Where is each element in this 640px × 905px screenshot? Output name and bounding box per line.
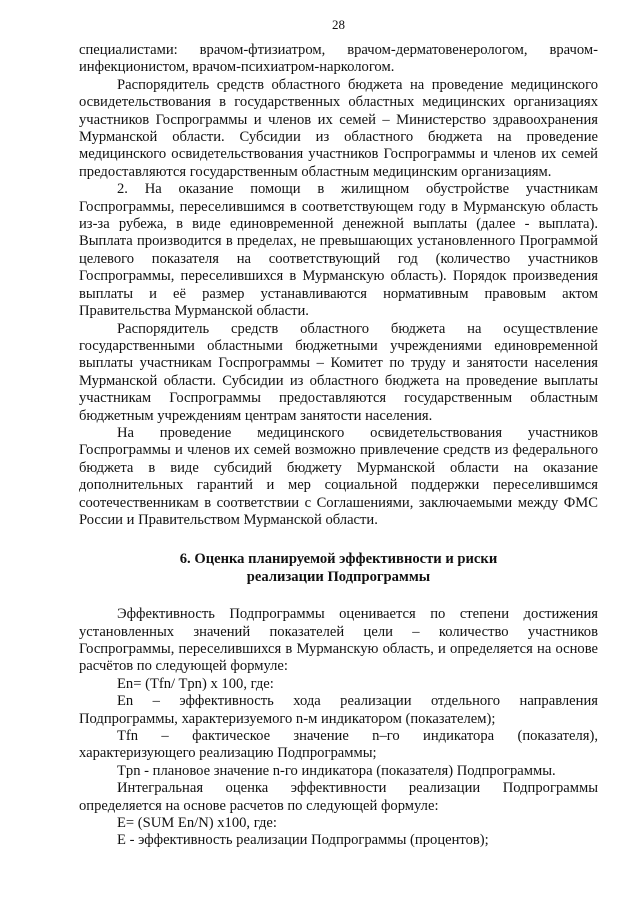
section-heading-line: 6. Оценка планируемой эффективности и риски (179, 551, 498, 568)
section-heading-line: реализации Подпрограммы (246, 568, 431, 585)
section-heading (79, 551, 598, 586)
paragraph: специалистами: врачом-фтизиатром, врачом-дерматовенерологом, врачом-инфекционистом, врачом-психиатром-наркологом. (79, 42, 598, 76)
paragraph: E - эффективность реализации Подпрограммы (процентов); (117, 832, 489, 849)
formula-line: E= (SUM En/N) х100, где: (117, 815, 277, 832)
body-before-heading (79, 42, 598, 529)
paragraph: 2. На оказание помощи в жилищном обустройстве участникам Госпрограммы, переселившимся в соответствующем году в Мурманскую область из-за рубежа, в виде единовременной денежной выплаты (далее - выплата). Выплата производится в пределах, не превышающих установленного Программой целевого показателя на соответствующий год (количество участников Госпрограммы, переселившихся в Мурманскую область). Порядок произведения выплаты и её размер устанавливаются нормативным правовым актом Правительства Мурманской области. (79, 181, 598, 320)
paragraph: Распорядитель средств областного бюджета на осуществление государственными областными бюджетными учреждениями единовременной выплаты участникам Госпрограммы – Комитет по труду и занятости населения Мурманской области. Субсидии из областного бюджета на проведение выплаты участникам Госпрограммы предоставляются государственным областным бюджетным учреждениям центрам занятости населения. (79, 320, 598, 424)
body-after-heading (79, 606, 598, 850)
paragraph: En – эффективность хода реализации отдельного направления Подпрограммы, характеризуемого n-м индикатором (показателем); (79, 693, 598, 727)
paragraph: Tpn - плановое значение n-го индикатора (показателя) Подпрограммы. (117, 762, 556, 779)
paragraph: Распорядитель средств областного бюджета на проведение медицинского освидетельствования в государственных областных медицинских организациях участников Госпрограммы и членов их семей – Министерство здравоохранения Мурманской области. Субсидии из областного бюджета на проведение медицинского освидетельствования участников Госпрограммы и членов их семей предоставляются государственным областным медицинским организациям. (79, 76, 598, 180)
paragraph: Интегральная оценка эффективности реализации Подпрограммы определяется на основе расчетов по следующей формуле: (79, 780, 598, 814)
paragraph: На проведение медицинского освидетельствования участников Госпрограммы и членов их семей возможно привлечение средств из федерального бюджета в виде субсидий бюджету Мурманской области на оказание дополнительных гарантий и мер социальной поддержки переселившимся соотечественникам в соответствии с Соглашениями, заключаемыми между ФМС России и Правительством Мурманской области. (79, 424, 598, 528)
paragraph: Tfn – фактическое значение n–го индикатора (показателя), характеризующего реализацию Подпрограммы; (79, 728, 598, 762)
formula-line: En= (Tfn/ Tpn) х 100, где: (117, 675, 274, 692)
paragraph: Эффективность Подпрограммы оценивается по степени достижения установленных значений показателей цели – количество участников Госпрограммы, переселившихся в Мурманскую область, и определяется на основе расчётов по следующей формуле: (79, 606, 598, 675)
page-number: 28 (332, 17, 345, 32)
